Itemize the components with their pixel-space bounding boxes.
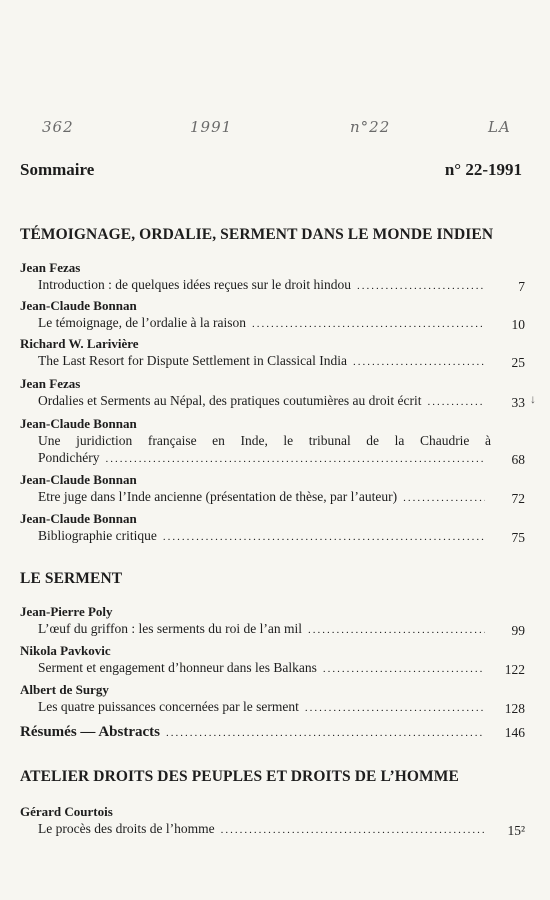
entry-page: 10 <box>511 317 525 332</box>
dot-leader <box>221 822 485 839</box>
resumes-page: 146 <box>504 725 525 740</box>
entry-author: Gérard Courtois <box>20 804 113 819</box>
dot-leader <box>166 727 485 739</box>
entry-author: Jean Fezas <box>20 260 81 275</box>
dot-leader <box>403 490 485 507</box>
dot-leader <box>323 661 485 678</box>
resumes-entry <box>20 724 525 741</box>
issue-number: n° 22-1991 <box>444 160 522 179</box>
entry-author: Albert de Surgy <box>20 682 109 697</box>
toc-entry <box>20 416 525 468</box>
entry-author: Jean-Claude Bonnan <box>20 416 137 431</box>
toc-entry <box>20 298 525 333</box>
dot-leader <box>106 451 486 468</box>
entry-author: Nikola Pavkovic <box>20 643 111 658</box>
entry-page: 99 <box>511 623 525 638</box>
entry-title: L’œuf du griffon : les serments du roi de l’an mil <box>38 621 302 636</box>
entry-author: Jean Fezas <box>20 376 81 391</box>
entry-author: Richard W. Larivière <box>20 336 139 351</box>
dot-leader <box>428 394 486 411</box>
entry-title: Le témoignage, de l’ordalie à la raison <box>38 315 247 330</box>
dot-leader <box>353 354 485 371</box>
toc-entry <box>20 336 525 371</box>
dot-leader <box>308 622 485 639</box>
entry-title: Introduction : de quelques idées reçues sur le droit hindou <box>38 277 352 292</box>
entry-author: Jean-Claude Bonnan <box>20 511 137 526</box>
entry-author: Jean-Pierre Poly <box>20 604 113 619</box>
margin-arrow-mark: ↓ <box>530 392 536 406</box>
toc-entry <box>20 260 525 295</box>
entry-title: Les quatre puissances concernées par le serment <box>38 699 299 714</box>
entry-title: The Last Resort for Dispute Settlement in Classical India <box>38 353 347 368</box>
entry-page: 128 <box>504 701 525 716</box>
page-title: Sommaire <box>20 160 95 179</box>
entry-page: 25 <box>511 355 525 370</box>
entry-page: 122 <box>504 662 525 677</box>
handwritten-note-issue: n°22 <box>350 118 391 136</box>
section-title: TÉMOIGNAGE, ORDALIE, SERMENT DANS LE MONDE INDIEN <box>20 226 494 243</box>
entry-page: 75 <box>511 530 525 545</box>
section-title: ATELIER DROITS DES PEUPLES ET DROITS DE L’HOMME <box>20 768 459 785</box>
resumes-label: Résumés — Abstracts <box>20 724 160 740</box>
entry-title: Serment et engagement d’honneur dans les Balkans <box>38 660 317 675</box>
dot-leader <box>163 529 485 546</box>
entry-author: Jean-Claude Bonnan <box>20 472 137 487</box>
section-title: LE SERMENT <box>20 570 123 587</box>
entry-title: Ordalies et Serments au Népal, des pratiques coutumières au droit écrit <box>38 393 422 408</box>
toc-entry <box>20 376 525 411</box>
toc-entry <box>20 643 525 678</box>
handwritten-note-number: 362 <box>42 118 74 136</box>
entry-author: Jean-Claude Bonnan <box>20 298 137 313</box>
entry-title: Une juridiction française en Inde, le tribunal de la Chaudrie à <box>38 433 491 448</box>
toc-entry <box>20 472 525 507</box>
entry-title: Bibliographie critique <box>38 528 157 543</box>
toc-entry <box>20 804 525 839</box>
toc-entry <box>20 511 525 546</box>
entry-title: Etre juge dans l’Inde ancienne (présentation de thèse, par l’auteur) <box>38 489 398 504</box>
entry-page: 33 <box>511 395 525 410</box>
entry-page: 72 <box>511 491 525 506</box>
toc-entry <box>20 682 525 717</box>
dot-leader <box>252 316 485 333</box>
entry-page: 68 <box>511 452 525 467</box>
entry-page: 15² <box>507 823 525 838</box>
entry-page: 7 <box>518 279 525 294</box>
entry-title-continued: Pondichéry <box>38 450 100 465</box>
dot-leader <box>357 278 485 295</box>
toc-entry <box>20 604 525 639</box>
handwritten-note-year: 1991 <box>190 118 233 136</box>
handwritten-note-initials: LA <box>488 118 511 136</box>
dot-leader <box>305 700 485 717</box>
entry-title: Le procès des droits de l’homme <box>38 821 215 836</box>
